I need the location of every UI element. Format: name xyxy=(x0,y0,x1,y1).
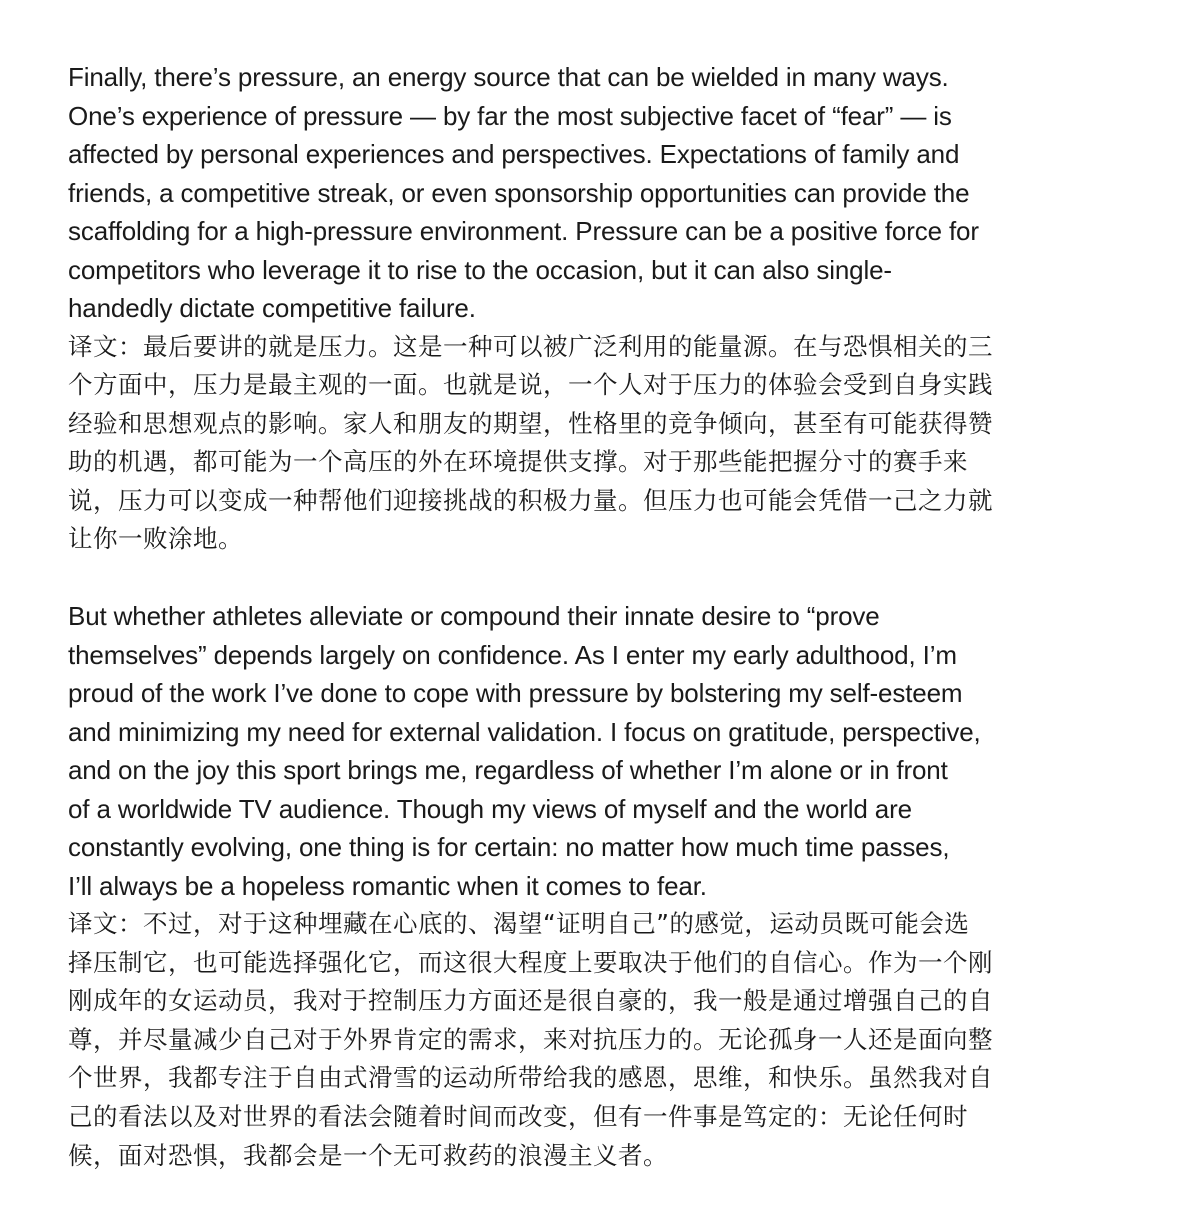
english-paragraph-confidence: But whether athletes alleviate or compound their innate desire to “prove themselves” depends largely on confidence. As I enter my early adulthood, I’m proud of the work I’ve done to cope with pressure by bolstering my self-esteem and minimizing my need for external validation. I focus on gratitude, perspective, and on the joy this sport brings me, regardless of whether I’m alone or in front of a worldwide TV audience. Though my views of myself and the world are constantly evolving, one thing is for certain: no matter how much time passes, I’ll always be a hopeless romantic when it comes to fear. xyxy=(68,601,981,901)
chinese-translation-confidence: 译文：不过，对于这种埋藏在心底的、渴望“证明自己”的感觉，运动员既可能会选 择压制它，也可能选择强化它，而这很大程度上要取决于他们的自信心。作为一个刚 刚成年的女运动员，我对于控制压力方面还是很自豪的，我一般是通过增强自己的自 尊，并尽量减少自己对于外界肯定的需求，来对抗压力的。无论孤身一人还是面向整 个世界，我都专注于自由式滑雪的运动所带给我的感恩，思维，和快乐。虽然我对自 己的看法以及对世界的看法会随着时间而改变，但有一件事是笃定的：无论任何时 候，面对恐惧，我都会是一个无可救药的浪漫主义者。 xyxy=(68,909,993,1170)
chinese-translation-pressure: 译文：最后要讲的就是压力。这是一种可以被广泛利用的能量源。在与恐惧相关的三 个方面中，压力是最主观的一面。也就是说，一个人对于压力的体验会受到自身实践 经验和思想观点的影响。家人和朋友的期望，性格里的竞争倾向，甚至有可能获得赞 助的机遇，都可能为一个高压的外在环境提供支撑。对于那些能把握分寸的赛手来 说，压力可以变成一种帮他们迎接挑战的积极力量。但压力也可能会凭借一己之力就 让你一败涂地。 xyxy=(68,331,993,554)
paragraph-spacer xyxy=(68,559,1113,597)
article-body xyxy=(68,58,1113,1175)
english-paragraph-pressure: Finally, there’s pressure, an energy source that can be wielded in many ways. One’s experience of pressure — by far the most subjective facet of “fear” — is affected by personal experiences and perspectives. Expectations of family and friends, a competitive streak, or even sponsorship opportunities can provide the scaffolding for a high-pressure environment. Pressure can be a positive force for competitors who leverage it to rise to the occasion, but it can also single- handedly dictate competitive failure. xyxy=(68,62,979,323)
